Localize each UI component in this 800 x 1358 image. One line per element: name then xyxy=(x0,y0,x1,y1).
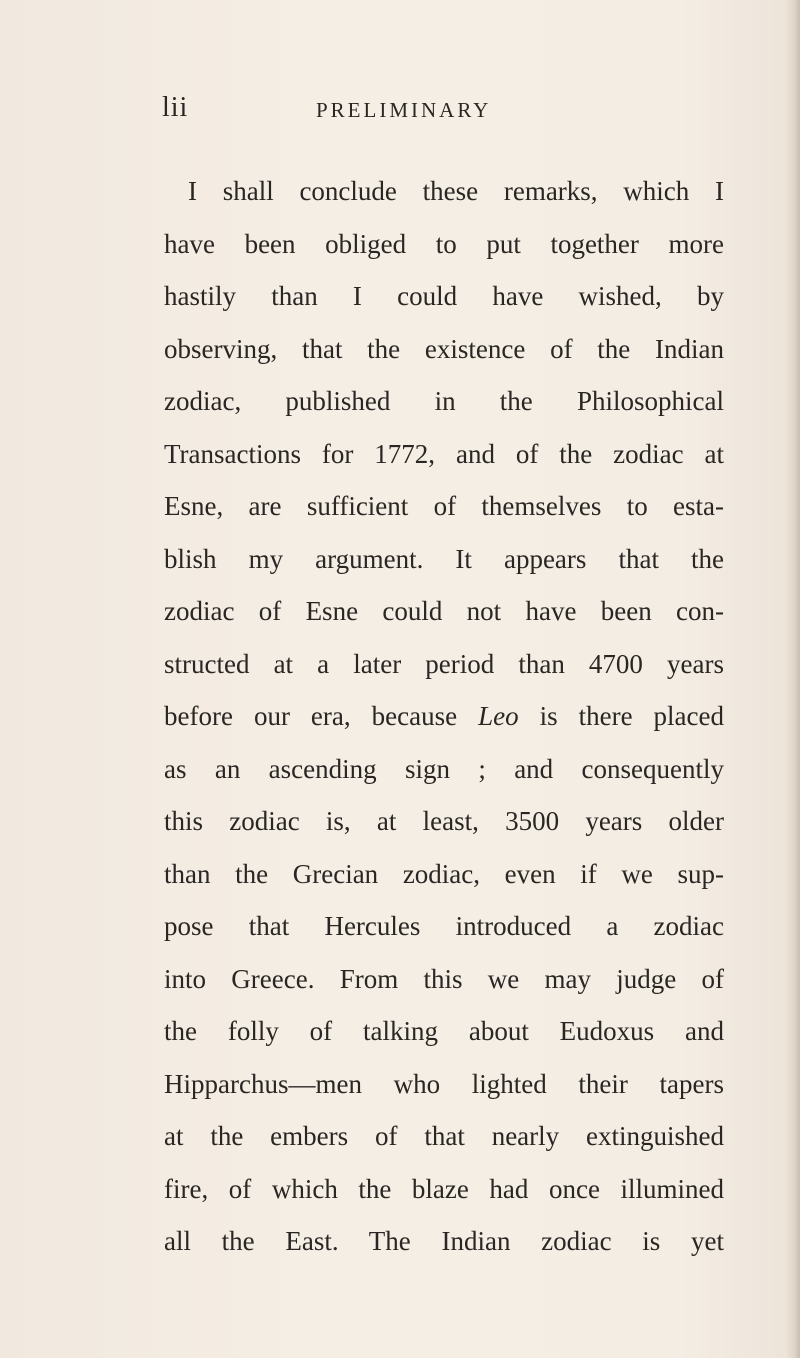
page-edge-shadow xyxy=(786,0,800,1358)
text-line: as an ascending sign ; and consequently xyxy=(164,753,724,784)
text-line: at the embers of that nearly extinguished xyxy=(164,1121,724,1151)
text-line: have been obliged to put together more xyxy=(164,228,724,259)
text-line: blish my argument. It appears that the xyxy=(164,543,724,574)
italic-term: Leo xyxy=(478,701,519,731)
text-line: than the Grecian zodiac, even if we sup- xyxy=(164,858,724,889)
text-line: structed at a later period than 4700 years xyxy=(164,648,724,679)
page-number: lii xyxy=(162,92,189,123)
text-line: the folly of talking about Eudoxus and xyxy=(164,1016,724,1046)
text-line: I shall conclude these remarks, which I xyxy=(188,176,724,206)
body-text xyxy=(164,165,724,1268)
text-line: fire, of which the blaze had once illumined xyxy=(164,1173,724,1204)
text-line: hastily than I could have wished, by xyxy=(164,281,724,311)
text-line: all the East. The Indian zodiac is yet xyxy=(164,1226,724,1256)
page-header xyxy=(162,92,722,132)
text-line: Hipparchus—men who lighted their tapers xyxy=(164,1068,724,1099)
text-segment: before our era, because xyxy=(164,701,458,731)
text-line: Esne, are sufficient of themselves to esta- xyxy=(164,491,724,521)
text-line: this zodiac is, at least, 3500 years older xyxy=(164,806,724,836)
text-line: observing, that the existence of the Indian xyxy=(164,333,724,364)
text-line: Transactions for 1772, and of the zodiac at xyxy=(164,438,724,469)
text-line: zodiac of Esne could not have been con- xyxy=(164,596,724,626)
running-title: PRELIMINARY xyxy=(316,98,492,122)
text-line: pose that Hercules introduced a zodiac xyxy=(164,911,724,941)
text-line-with-italic xyxy=(164,690,724,743)
text-line: zodiac, published in the Philosophical xyxy=(164,386,724,416)
text-line: into Greece. From this we may judge of xyxy=(164,963,724,994)
text-segment: is there placed xyxy=(539,701,725,731)
